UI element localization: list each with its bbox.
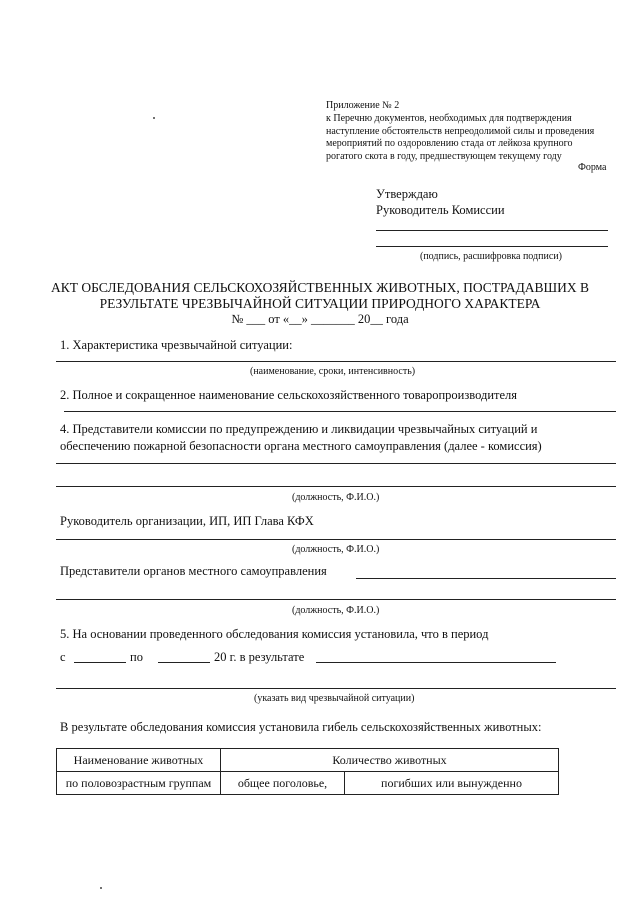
head-organization-label: Руководитель организации, ИП, ИП Глава КФХ	[60, 514, 314, 528]
period-to-field[interactable]	[158, 662, 210, 663]
table-header-animal-count: Количество животных	[221, 749, 559, 772]
head-organization-line[interactable]	[56, 539, 616, 540]
act-title-line1: АКТ ОБСЛЕДОВАНИЯ СЕЛЬСКОХОЗЯЙСТВЕННЫХ ЖИВОТНЫХ, ПОСТРАДАВШИХ В	[50, 280, 590, 295]
approver-role: Руководитель Комиссии	[376, 203, 505, 217]
section-4-line1: 4. Представители комиссии по предупреждению и ликвидации чрезвычайных ситуаций и	[60, 422, 538, 436]
appendix-description	[326, 113, 594, 163]
period-from-label: с	[60, 650, 66, 664]
signature-caption: (подпись, расшифровка подписи)	[420, 251, 562, 262]
appendix-line: наступление обстоятельств непреодолимой силы и проведения	[326, 125, 595, 137]
scan-speck	[100, 887, 102, 889]
act-number-date: № ___ от «__» _______ 20__ года	[231, 312, 409, 326]
emergency-type-line[interactable]	[56, 688, 616, 689]
act-title-line2: РЕЗУЛЬТАТЕ ЧРЕЗВЫЧАЙНОЙ СИТУАЦИИ ПРИРОДНОГО ХАРАКТЕРА	[99, 296, 541, 311]
approval-name-line[interactable]	[376, 246, 608, 247]
commission-members-line-1[interactable]	[56, 463, 616, 464]
producer-name-line[interactable]	[64, 411, 616, 412]
commission-members-line-2[interactable]	[56, 486, 616, 487]
approval-signature-line[interactable]	[376, 230, 608, 231]
section-4-line2: обеспечению пожарной безопасности органа местного самоуправления (далее - комиссия)	[60, 439, 542, 453]
table-header-dead-or-forced: погибших или вынужденно	[345, 772, 559, 795]
appendix-line: рогатого скота в году, предшествующем текущему году	[326, 150, 562, 162]
position-name-caption: (должность, Ф.И.О.)	[292, 544, 380, 555]
period-from-field[interactable]	[74, 662, 126, 663]
period-to-label: по	[130, 650, 143, 664]
emergency-characteristics-line[interactable]	[56, 361, 616, 362]
section-5-label: 5. На основании проведенного обследования комиссия установила, что в период	[60, 627, 489, 641]
emergency-characteristics-caption: (наименование, сроки, интенсивность)	[250, 366, 416, 377]
table-header-age-groups: по половозрастным группам	[57, 772, 221, 795]
result-statement: В результате обследования комиссия установила гибель сельскохозяйственных животных:	[60, 720, 542, 734]
table-row	[57, 772, 559, 795]
appendix-line: мероприятий по оздоровлению стада от лейкоза крупного	[326, 138, 573, 150]
section-2-label: 2. Полное и сокращенное наименование сельскохозяйственного товаропроизводителя	[60, 388, 518, 402]
emergency-result-field[interactable]	[316, 662, 556, 663]
section-1-label: 1. Характеристика чрезвычайной ситуации:	[60, 338, 293, 352]
table-header-animal-name: Наименование животных	[57, 749, 221, 772]
animal-losses-table	[56, 748, 559, 795]
table-row	[57, 749, 559, 772]
local-government-label: Представители органов местного самоуправления	[60, 564, 327, 578]
local-government-line-2[interactable]	[56, 599, 616, 600]
table-header-total-livestock: общее поголовье,	[221, 772, 345, 795]
position-name-caption: (должность, Ф.И.О.)	[292, 605, 380, 616]
approve-label: Утверждаю	[376, 187, 438, 201]
period-year-label: 20 г. в результате	[214, 650, 305, 664]
local-government-line-1[interactable]	[356, 578, 616, 579]
appendix-title: Приложение № 2	[326, 100, 400, 111]
form-label: Форма	[578, 162, 607, 173]
emergency-type-caption: (указать вид чрезвычайной ситуации)	[254, 693, 415, 704]
position-name-caption: (должность, Ф.И.О.)	[292, 492, 380, 503]
appendix-line: к Перечню документов, необходимых для подтверждения	[326, 113, 572, 124]
scan-speck	[153, 117, 155, 119]
